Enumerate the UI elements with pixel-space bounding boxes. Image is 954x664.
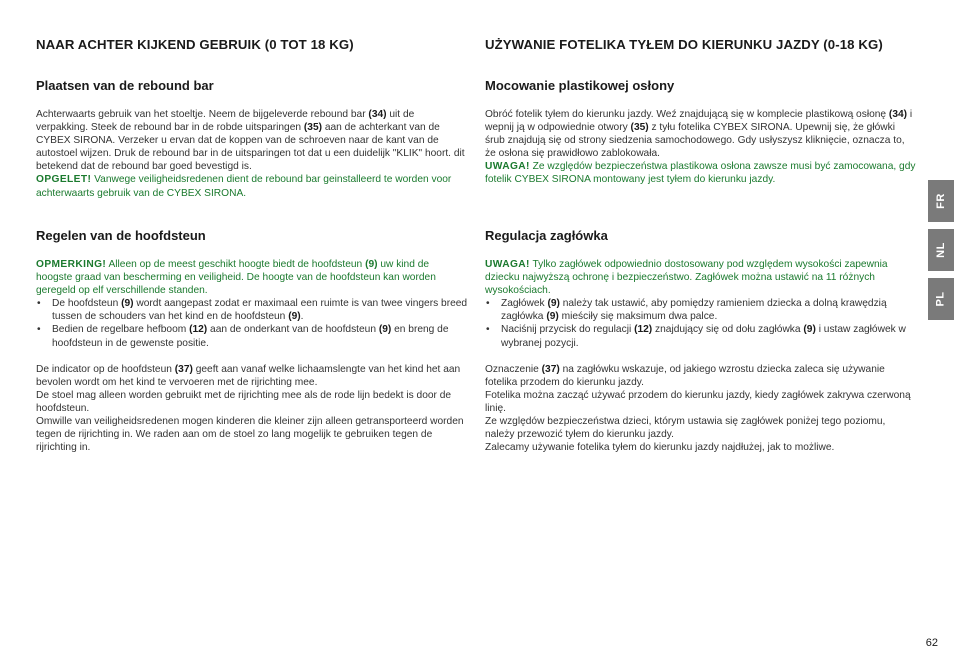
paragraph: Obróć fotelik tyłem do kierunku jazdy. Weź znajdującą się w komplecie plastikową osłonę (34) i wepnij ją w odpowiednie otwory (35) z tyłu fotelika CYBEX SIRONA. Upewnij się, że główki śrub znajdują się od strony siedzenia samochodowego. Gdy usłyszysz kliknięcie, oznacza to, że osłona się prawidłowo zablokowała. — [485, 109, 913, 160]
section-rebound-bar — [36, 78, 468, 200]
section-headrest — [36, 228, 468, 454]
paragraph: Fotelika można zacząć używać przodem do kierunku jazdy, kiedy zagłówek zakrywa czerwoną linię. — [485, 389, 911, 414]
section-title: Regelen van de hoofdsteun — [36, 228, 206, 243]
list-item: • Zagłówek (9) należy tak ustawić, aby pomiędzy ramieniem dziecka a dolną krawędzią zagłówka (9) mieściły się maksimum dwa palce. — [485, 297, 917, 323]
paragraph: Ze względów bezpieczeństwa dzieci, którym ustawia się zagłówek poniżej tego poziomu, należy przewozić tyłem do kierunku jazdy. — [485, 416, 886, 441]
tab-nl[interactable]: NL — [928, 229, 954, 271]
page-number: 62 — [925, 637, 938, 649]
list-item: • Bedien de regelbare hefboom (12) aan de onderkant van de hoofdsteun (9) en breng de hoofdsteun in de gewenste positie. — [36, 323, 468, 349]
paragraph: Zalecamy używanie fotelika tyłem do kierunku jazdy najdłużej, jak to możliwe. — [485, 442, 835, 454]
section-title: Plaatsen van de rebound bar — [36, 78, 214, 93]
tab-fr[interactable]: FR — [928, 180, 954, 222]
page-heading-nl: NAAR ACHTER KIJKEND GEBRUIK (0 TOT 18 KG) — [36, 37, 354, 52]
warning-paragraph: OPGELET! Vanwege veiligheidsredenen dient de rebound bar geinstalleerd te worden voor achterwaarts gebruik van de CYBEX SIRONA. — [36, 174, 452, 199]
paragraph: De stoel mag alleen worden gebruikt met de rijrichting mee als de rode lijn bedekt is door de hoofdsteun. — [36, 389, 452, 414]
bullet-list — [485, 297, 917, 349]
language-tabs — [928, 180, 954, 327]
section-title: Regulacja zagłówka — [485, 228, 608, 243]
tab-pl[interactable]: PL — [928, 278, 954, 320]
note-paragraph: OPMERKING! Alleen op de meest geschikt hoogte biedt de hoofdsteun (9) uw kind de hoogste graad van bescherming en veiligheid. De hoogte van de hoofdsteun kan worden geregeld op elf verschillende standen. — [36, 259, 436, 297]
paragraph: Omwille van veiligheidsredenen mogen kinderen die kleiner zijn alleen getransporteerd worden tegen de rijrichting in. We raden aan om de stoel zo lang mogelijk te gebruiken tegen de rijrichting in. — [36, 416, 464, 454]
list-item: • De hoofdsteun (9) wordt aangepast zodat er maximaal een ruimte is van twee vingers breed tussen de schouders van het kind en de hoofdsteun (9). — [36, 297, 468, 323]
note-label: OPMERKING! — [36, 259, 107, 270]
paragraph: De indicator op de hoofdsteun (37) geeft aan vanaf welke lichaamslengte van het kind het aan bevolen wordt om het kind te vervoeren met de rijrichting mee. — [36, 363, 461, 388]
warning-paragraph: UWAGA! Ze względów bezpieczeństwa plastikowa osłona zawsze musi być zamocowana, gdy fotelik CYBEX SIRONA montowany jest tyłem do kierunku jazdy. — [485, 161, 916, 186]
section-headrest-pl — [485, 228, 917, 454]
section-title: Mocowanie plastikowej osłony — [485, 78, 675, 93]
section-plastic-cover — [485, 78, 917, 187]
list-item: • Naciśnij przycisk do regulacji (12) znajdujący się od dołu zagłówka (9) i ustaw zagłówek w wybranej pozycji. — [485, 323, 917, 349]
note-paragraph: UWAGA! Tylko zagłówek odpowiednio dostosowany pod względem wysokości zapewnia dziecku najwyższą ochronę i bezpieczeństwo. Zagłówek można ustawić na 11 różnych wysokościach. — [485, 259, 888, 297]
page-heading-pl: UŻYWANIE FOTELIKA TYŁEM DO KIERUNKU JAZDY (0-18 KG) — [485, 37, 883, 52]
note-label: UWAGA! — [485, 259, 530, 270]
paragraph: Achterwaarts gebruik van het stoeltje. Neem de bijgeleverde rebound bar (34) uit de verpakking. Steek de rebound bar in de robde uitsparingen (35) aan de achterkant van de CYBEX SIRONA. Verzeker u ervan dat de koppen van de schroeven naar de kant van de autostoel wijzen. Druk de rebound bar in de uitsparingen tot dat u een duidelijk "KLIK" hoort. dit betekend dat de rebound bar goed bevestigd is. — [36, 109, 465, 173]
paragraph: Oznaczenie (37) na zagłówku wskazuje, od jakiego wzrostu dziecka zaleca się używanie fotelika przodem do kierunku jazdy. — [485, 363, 885, 388]
bullet-list — [36, 297, 468, 349]
warning-label: OPGELET! — [36, 174, 92, 186]
warning-label: UWAGA! — [485, 161, 530, 173]
